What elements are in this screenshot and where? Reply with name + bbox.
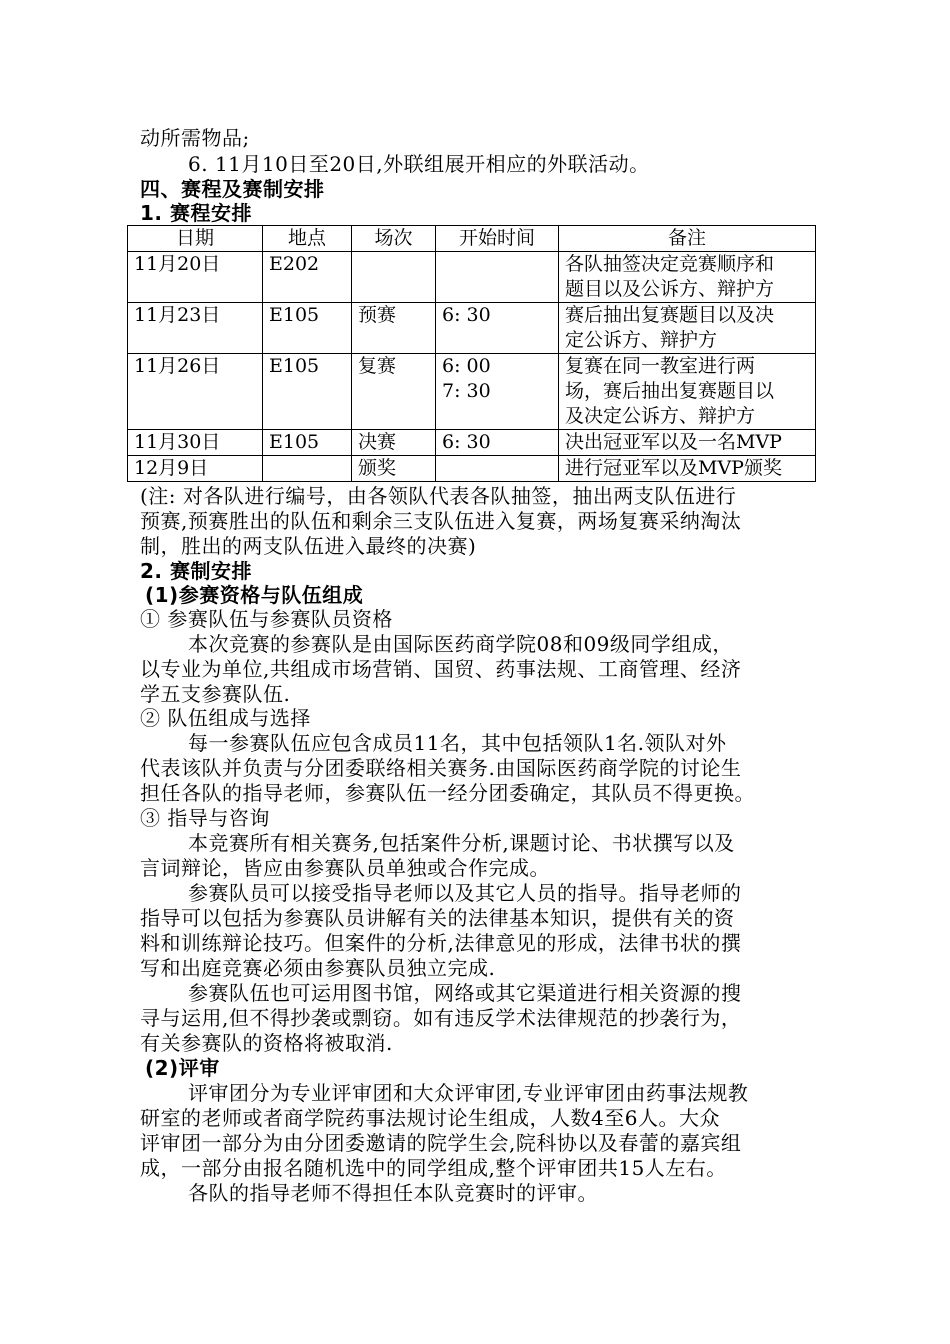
table-cell: 11月30日 [128,430,263,456]
item-heading: ① 参赛队伍与参赛队员资格 [140,607,393,631]
paragraph-line: 以专业为单位,共组成市场营销、国贸、药事法规、工商管理、经济 [140,657,742,681]
paragraph-line: 成，一部分由报名随机选中的同学组成,整个评审团共15人左右。 [140,1156,727,1180]
column-header-date: 日期 [128,226,263,252]
note-line: (注: 对各队进行编号，由各领队代表各队抽签，抽出两支队伍进行 [140,484,737,508]
paragraph-line: 有关参赛队的资格将被取消. [140,1031,393,1055]
table-cell [352,252,436,303]
table-cell: 进行冠亚军以及MVP颁奖 [559,456,816,482]
paragraph-line: 学五支参赛队伍. [140,682,291,706]
table-cell [436,252,559,303]
table-cell: E202 [263,252,352,303]
paragraph-line: 写和出庭竞赛必须由参赛队员独立完成. [140,956,496,980]
paragraph-line: 担任各队的指导老师，参赛队伍一经分团委确定，其队员不得更换。 [140,781,755,805]
column-header-round: 场次 [352,226,436,252]
paragraph-line: 动所需物品; [140,126,250,150]
table-cell [263,456,352,482]
table-cell: 决出冠亚军以及一名MVP [559,430,816,456]
column-header-remarks: 备注 [559,226,816,252]
table-cell: 复赛 [352,354,436,430]
table-cell: 12月9日 [128,456,263,482]
table-cell: 决赛 [352,430,436,456]
paragraph-line: 6. 11月10日至20日,外联组展开相应的外联活动。 [188,152,650,176]
section-heading: 四、赛程及赛制安排 [140,177,325,201]
table-cell: E105 [263,430,352,456]
note-line: 预赛,预赛胜出的队伍和剩余三支队伍进入复赛，两场复赛采纳淘汰 [140,509,742,533]
schedule-table [127,225,816,482]
table-cell: 11月23日 [128,303,263,354]
table-cell: 6: 00 7: 30 [436,354,559,430]
paragraph-line: 本次竞赛的参赛队是由国际医药商学院08和09级同学组成， [188,632,733,656]
table-cell: 颁奖 [352,456,436,482]
table-cell: E105 [263,354,352,430]
column-header-start-time: 开始时间 [436,226,559,252]
table-cell: 预赛 [352,303,436,354]
column-header-location: 地点 [263,226,352,252]
paragraph-line: 本竞赛所有相关赛务,包括案件分析,课题讨论、书状撰写以及 [188,831,735,855]
table-cell: 11月26日 [128,354,263,430]
table-row [128,430,816,456]
part-heading: (2)评审 [145,1056,220,1080]
part-heading: (1)参赛资格与队伍组成 [145,583,364,607]
item-heading: ② 队伍组成与选择 [140,706,311,730]
paragraph-line: 寻与运用,但不得抄袭或剽窃。如有违反学术法律规范的抄袭行为， [140,1006,742,1030]
table-header-row [128,226,816,252]
subsection-heading: 2. 赛制安排 [140,559,252,583]
paragraph-line: 评审团分为专业评审团和大众评审团,专业评审团由药事法规教 [188,1081,749,1105]
paragraph-line: 言词辩论，皆应由参赛队员单独或合作完成。 [140,856,550,880]
paragraph-line: 研室的老师或者商学院药事法规讨论生组成，人数4至6人。大众 [140,1106,720,1130]
table-cell: E105 [263,303,352,354]
paragraph-line: 评审团一部分为由分团委邀请的院学生会,院科协以及春蕾的嘉宾组 [140,1131,742,1155]
table-cell: 各队抽签决定竞赛顺序和 题目以及公诉方、辩护方 [559,252,816,303]
table-row [128,456,816,482]
paragraph-line: 每一参赛队伍应包含成员11名，其中包括领队1名.领队对外 [188,731,727,755]
table-cell: 6: 30 [436,430,559,456]
table-cell [436,456,559,482]
table-cell: 赛后抽出复赛题目以及决 定公诉方、辩护方 [559,303,816,354]
table-cell: 6: 30 [436,303,559,354]
table-row [128,354,816,430]
note-line: 制，胜出的两支队伍进入最终的决赛) [140,534,477,558]
table-row [128,252,816,303]
table-cell: 11月20日 [128,252,263,303]
table-cell: 复赛在同一教室进行两 场，赛后抽出复赛题目以 及决定公诉方、辩护方 [559,354,816,430]
item-heading: ③ 指导与咨询 [140,806,270,830]
table-row [128,303,816,354]
paragraph-line: 参赛队员可以接受指导老师以及其它人员的指导。指导老师的 [188,881,742,905]
paragraph-line: 料和训练辩论技巧。但案件的分析,法律意见的形成，法律书状的撰 [140,931,742,955]
paragraph-line: 代表该队并负责与分团委联络相关赛务.由国际医药商学院的讨论生 [140,756,742,780]
paragraph-line: 指导可以包括为参赛队员讲解有关的法律基本知识，提供有关的资 [140,906,735,930]
paragraph-line: 各队的指导老师不得担任本队竞赛时的评审。 [188,1181,598,1205]
subsection-heading: 1. 赛程安排 [140,201,252,225]
paragraph-line: 参赛队伍也可运用图书馆，网络或其它渠道进行相关资源的搜 [188,981,742,1005]
